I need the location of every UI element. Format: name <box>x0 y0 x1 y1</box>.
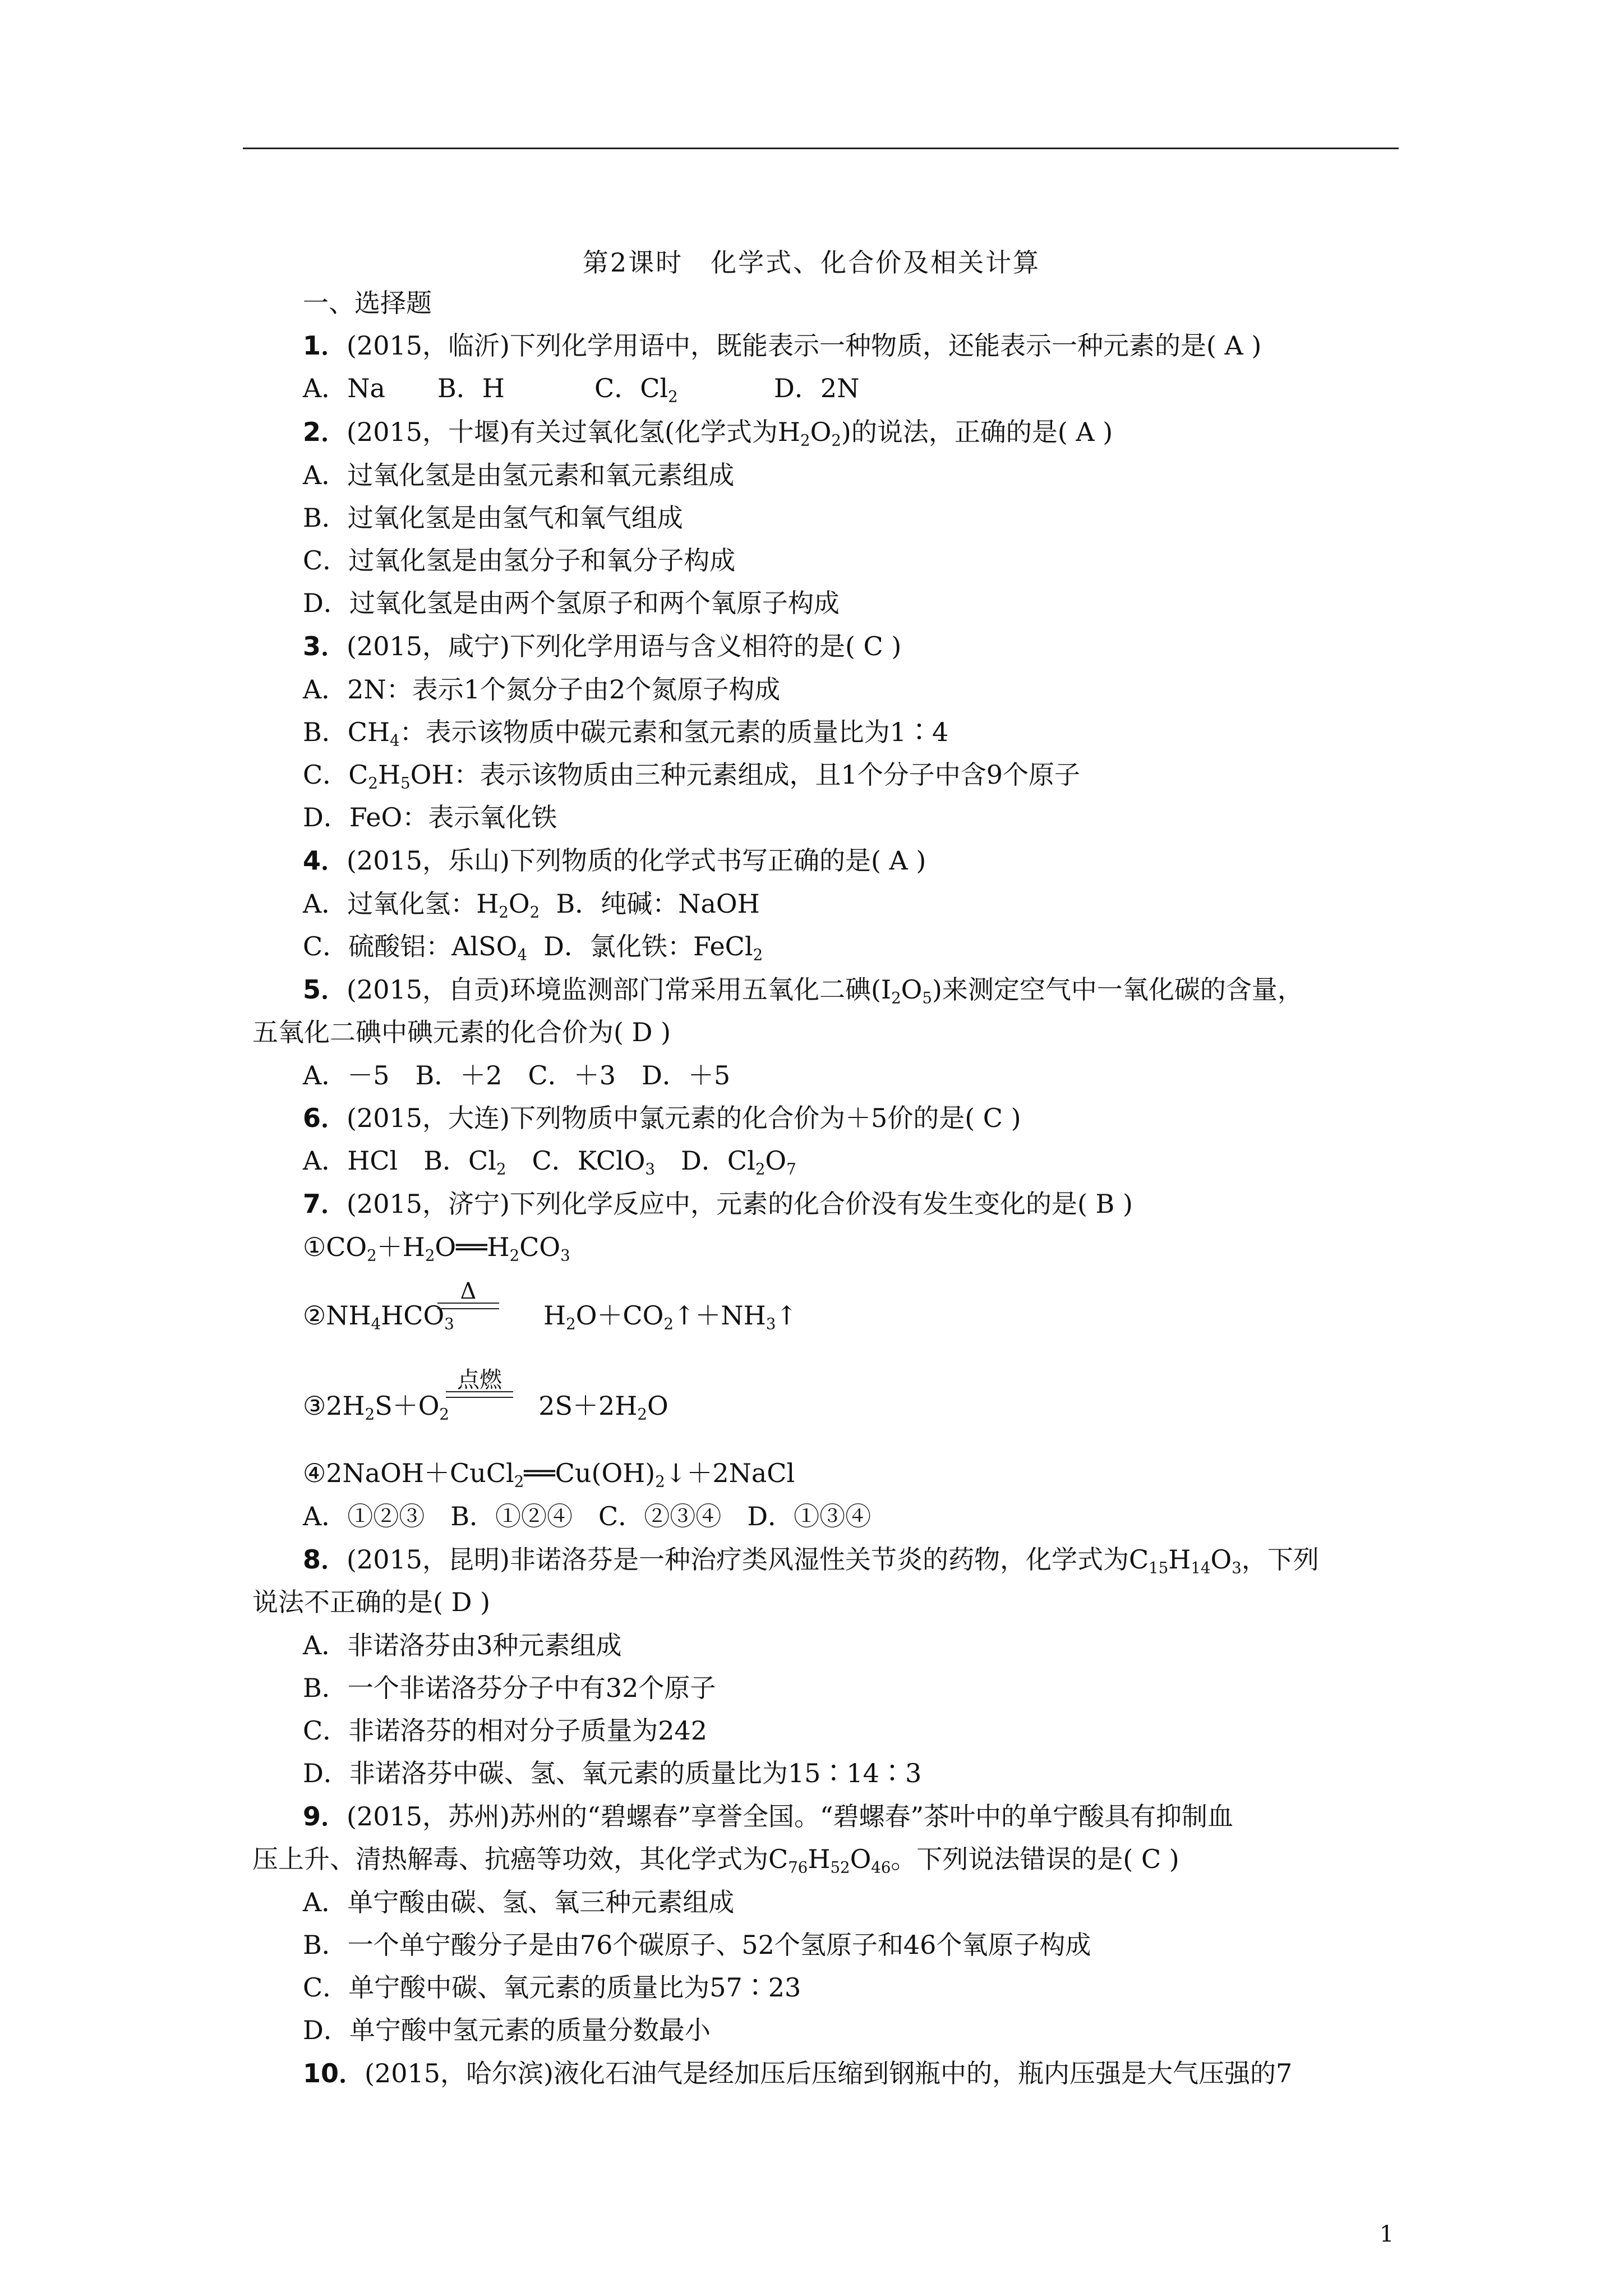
option-a: A．过氧化氢是由氢元素和氧元素组成 <box>303 460 735 490</box>
page-number: 1 <box>1380 2221 1394 2247</box>
option-a: A．2N：表示1个氮分子由2个氮原子构成 <box>303 674 781 705</box>
question-number: 6． <box>303 1103 347 1133</box>
option-a: A．单宁酸由碳、氢、氧三种元素组成 <box>303 1887 735 1917</box>
question-number: 10． <box>303 2058 365 2088</box>
section-heading: 一、选择题 <box>303 288 432 318</box>
option-c: C．过氧化氢是由氢分子和氧分子构成 <box>303 545 736 576</box>
question-10: 10．(2015，哈尔滨)液化石油气是经加压后压缩到钢瓶中的，瓶内压强是大气压强的7 <box>303 2058 1293 2088</box>
question-number: 3． <box>303 631 347 661</box>
question-5-options: A．－5 B．＋2 C．＋3 D．＋5 <box>303 1060 731 1091</box>
question-number: 9． <box>303 1801 347 1832</box>
question-8-continued: 说法不正确的是( D ) <box>252 1587 491 1617</box>
question-4-options-ab: A．过氧化氢：$H_2O_2$ B．纯碱：NaOH <box>303 889 760 922</box>
question-number: 1． <box>303 330 347 361</box>
question-5: 5．(2015，自贡)环境监测部门常采用五氧化二碘$(I_2O_5)$来测定空气中一氧化碳的含量， <box>303 974 1303 1007</box>
question-3: 3．(2015，咸宁)下列化学用语与含义相符的是( C ) <box>303 631 902 661</box>
reaction-3: $③2H_2S+O_2$ $2S+2H_2O$ <box>303 1391 668 1424</box>
option-b: B．一个非诺洛芬分子中有32个原子 <box>303 1673 716 1703</box>
question-6-options: A．HCl B．$Cl_2$ C．KClO$_3$ D．$Cl_2O_7$ <box>303 1145 796 1179</box>
option-b: B．过氧化氢是由氢气和氧气组成 <box>303 503 683 533</box>
question-2: 2．(2015，十堰)有关过氧化氢(化学式为$H_2O_2$)的说法，正确的是( A ) <box>303 417 1113 450</box>
option-d: D．FeO：表示氧化铁 <box>303 802 557 832</box>
question-number: 5． <box>303 974 347 1005</box>
option-d: D．非诺洛芬中碳、氢、氧元素的质量比为15∶14∶3 <box>303 1758 922 1788</box>
question-1-options: A．Na B．H C．$Cl_2$ D．2N <box>303 373 860 406</box>
option-b: B．一个单宁酸分子是由76个碳原子、52个氢原子和46个氧原子构成 <box>303 1930 1091 1960</box>
reaction-1: $①CO_2+H_2O══H_2CO_3$ <box>303 1232 570 1265</box>
question-number: 8． <box>303 1544 347 1575</box>
header-rule <box>243 148 1399 149</box>
option-d: D．过氧化氢是由两个氢原子和两个氧原子构成 <box>303 588 840 618</box>
option-c: C．$C_2H_5OH$：表示该物质由三种元素组成，且1个分子中含9个原子 <box>303 760 1081 793</box>
ignite-condition-sign: 点燃 <box>446 1369 513 1398</box>
question-7-options: A．①②③ B．①②④ C．②③④ D．①③④ <box>303 1501 872 1531</box>
reaction-2: $②NH_4HCO_3$ $H_2O+CO_2↑+NH_3↑$ <box>303 1300 797 1333</box>
question-5-continued: 五氧化二碘中碘元素的化合价为( D ) <box>252 1017 671 1047</box>
option-d: D．单宁酸中氢元素的质量分数最小 <box>303 2015 711 2045</box>
question-9: 9．(2015，苏州)苏州的“碧螺春”享誉全国。“碧螺春”茶叶中的单宁酸具有抑制血 <box>303 1801 1234 1832</box>
question-4-options-cd: C．硫酸铝：AlSO$_4$ D．氯化铁：FeCl$_2$ <box>303 931 763 964</box>
option-a: A．非诺洛芬由3种元素组成 <box>303 1630 622 1660</box>
question-8: 8．(2015，昆明)非诺洛芬是一种治疗类风湿性关节炎的药物，化学式为$C_{15}H_{14}O_3$，下列 <box>303 1544 1319 1577</box>
question-9-continued: 压上升、清热解毒、抗癌等功效，其化学式为$C_{76}H_{52}O_{46}$。下列说法错误的是( C ) <box>252 1844 1179 1877</box>
question-1: 1．(2015，临沂)下列化学用语中，既能表示一种物质，还能表示一种元素的是( A ) <box>303 330 1262 361</box>
question-6: 6．(2015，大连)下列物质中氯元素的化合价为＋5价的是( C ) <box>303 1103 1021 1133</box>
question-number: 7． <box>303 1189 347 1219</box>
option-c: C．非诺洛芬的相对分子质量为242 <box>303 1715 707 1746</box>
question-number: 4． <box>303 845 347 876</box>
question-7: 7．(2015，济宁)下列化学反应中，元素的化合价没有发生变化的是( B ) <box>303 1189 1133 1219</box>
reaction-4: $④2NaOH+CuCl_2══Cu(OH)_2↓+2NaCl$ <box>303 1458 795 1491</box>
page-title: 第2课时 化学式、化合价及相关计算 <box>582 247 1041 278</box>
option-c: C．单宁酸中碳、氧元素的质量比为57∶23 <box>303 1972 801 2003</box>
question-number: 2． <box>303 417 347 447</box>
heat-condition-sign: Δ <box>437 1280 499 1309</box>
question-4: 4．(2015，乐山)下列物质的化学式书写正确的是( A ) <box>303 845 926 876</box>
option-b: B．$CH_4$：表示该物质中碳元素和氢元素的质量比为1∶4 <box>303 717 949 750</box>
